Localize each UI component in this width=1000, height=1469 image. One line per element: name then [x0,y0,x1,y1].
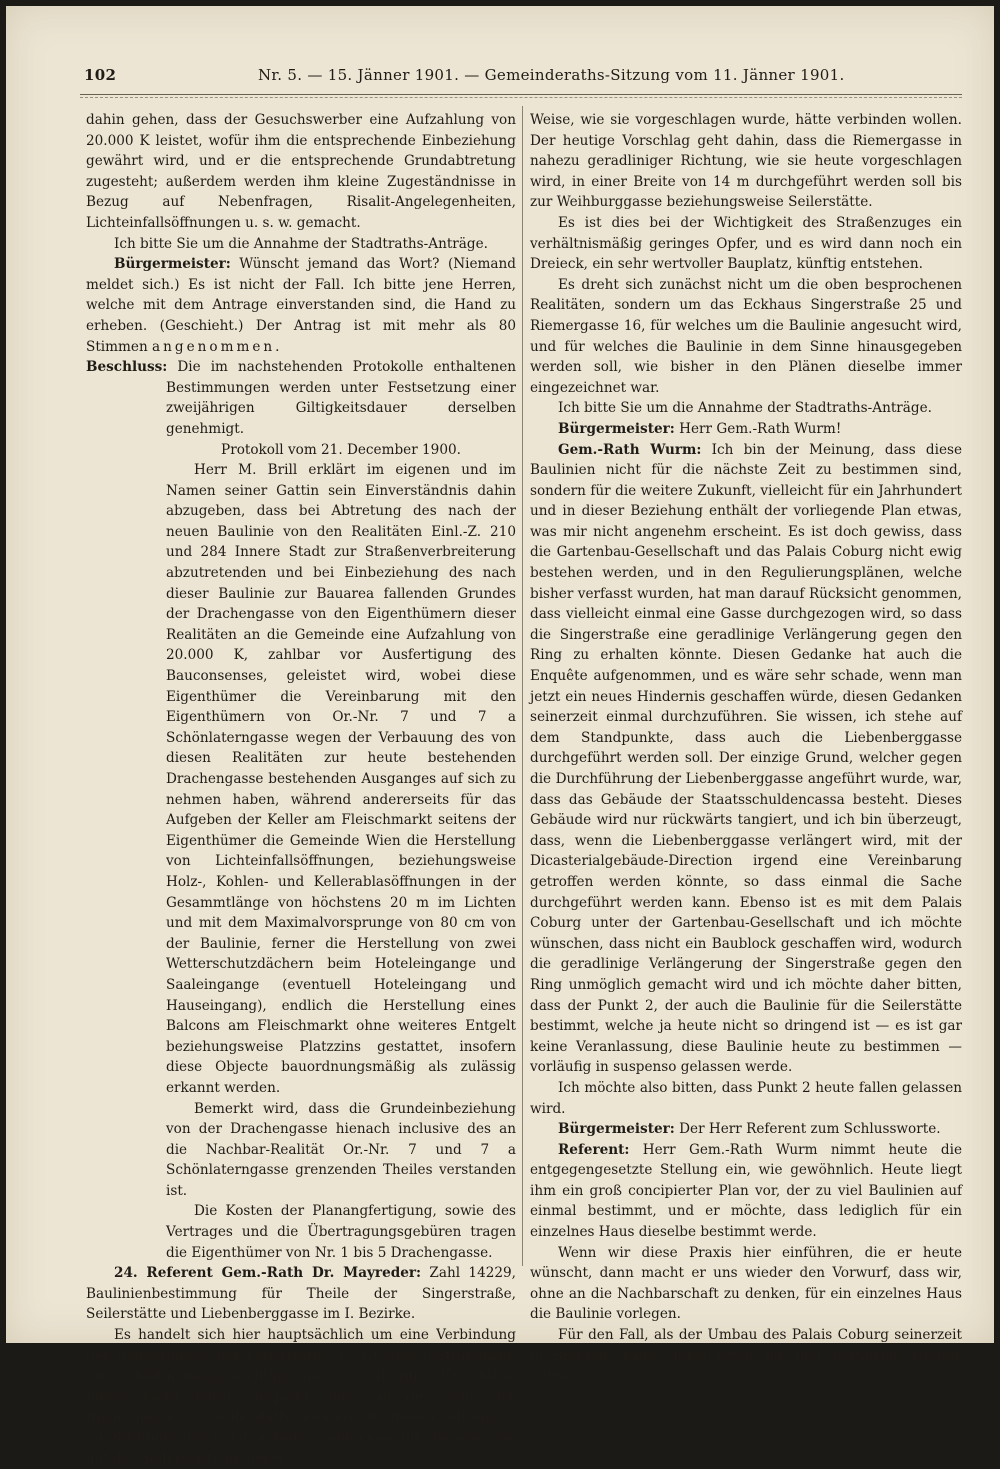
paragraph: Ich möchte also bitten, dass Punkt 2 heute fallen gelassen wird. [530,1079,962,1117]
left-column [86,110,516,1469]
paragraph: Weise, wie sie vorgeschlagen wurde, hätte verbinden wollen. Der heutige Vorschlag geht dahin, dass die Riemergasse in nahezu geradliniger Richtung, wie sie heute vorgeschlagen wird, in einer Breite von 14 m durchgeführt werden soll bis zur Weihburggasse beziehungsweise Seilerstätte. [530,112,962,211]
paragraph: Es ist dies bei der Wichtigkeit des Straßenzuges ein verhältnismäßig geringes Opfer, und es wird dann noch ein Dreieck, ein sehr wertvoller Bauplatz, künftig entstehen. [530,214,962,273]
speech-text: Wünscht jemand das Wort? (Niemand meldet sich.) Es ist nicht der Fall. Ich bitte jene Herren, welche mit dem Antrage einverstanden sind, die Hand zu erheben. (Geschieht.) Der Antrag ist mit mehr als 80 Stimmen [86,256,516,355]
speaker-label: Gem.-Rath Wurm: [558,441,702,458]
paragraph [86,254,516,357]
speaker-label: Referent: [558,1141,630,1158]
protocol-heading: Protokoll vom 21. December 1900. [221,441,461,458]
header-rule-dashed [80,97,962,98]
paragraph [530,1140,962,1243]
resolution-text: Die im nachstehenden Protokolle enthaltenen Bestimmungen werden unter Festsetzung einer zweijährigen Giltigkeitsdauer derselben genehmigt. [166,359,516,437]
agenda-item-text: Zahl 14229, Baulinienbestimmung für Theile der Singerstraße, Seilerstätte und Liebenberggasse im I. Bezirke. [86,1265,516,1323]
speaker-label: Bürgermeister: [558,1121,675,1138]
paragraph [530,440,962,1078]
speaker-label: Bürgermeister: [558,420,675,437]
paragraph: dahin gehen, dass der Gesuchswerber eine Aufzahlung von 20.000 K leistet, wofür ihm die entsprechende Einbeziehung gewährt wird, und er die entsprechende Grundabtretung zugesteht; außerdem werden ihm kleine Zugeständnisse in Bezug auf Nebenfragen, Risalit-Angelegenheiten, Lichteinfallsöffnungen u. s. w. gemacht. [86,112,516,231]
right-column [530,110,962,1387]
paragraph: Ich bitte Sie um die Annahme der Stadtraths-Anträge. [558,400,932,417]
paragraph: Wenn wir diese Praxis hier einführen, die er heute wünscht, dann macht er uns wieder den Vorwurf, dass wir, ohne an die Nachbarschaft zu denken, für ein einzelnes Haus die Baulinie vorlegen. [530,1244,962,1323]
resolution-label: Beschluss: [86,359,168,376]
paragraph: Es handelt sich hier hauptsächlich um eine Verbindung der Riemergasse und Seilerstätte. Es ist dieser Straßenzug ein verhältnismäßig wichtiger und die bisherigen Vorschläge haben meist daran gespießt, dass an der Ecke der Riemergasse und Seilerstätte mehrere Realitäten vollständig auf Straßengrund gefallen wären, wenn man die Riemergasse mit der Seilerstätte in dieser [86,1327,516,1467]
paragraph: Für den Fall, als der Umbau des Palais Coburg seinerzeit in Betracht käme, noch bevor die hier berührten Häuser allen- [530,1327,962,1385]
page-header [6,66,994,92]
speech-text: Der Herr Referent zum Schlussworte. [674,1121,941,1138]
paragraph [530,1119,962,1140]
running-title: Nr. 5. — 15. Jänner 1901. — Gemeinderaths-Sitzung vom 11. Jänner 1901. [258,66,845,84]
speech-text: Ich bin der Meinung, dass diese Baulinien nicht für die nächste Zeit zu bestimmen sind, sondern für die weitere Zukunft, vielleicht für ein Jahrhundert und in dieser Beziehung enthält der vorliegende Plan etwas, was mir nicht angenehm erscheint. Es ist doch gewiss, dass die Gartenbau-Gesellschaft und das Palais Coburg nicht ewig bestehen werden, und in den Regulierungsplänen, welche bisher verfasst wurden, hat man darauf Rücksicht genommen, dass vielleicht einmal eine Gasse durchgezogen wird, so dass die Singerstraße eine geradlinige Verlängerung gegen den Ring zu erhalten könnte. Diesen Gedanke hat auch die Enquête aufgenommen, und es wäre sehr schade, wenn man jetzt ein neues Hindernis geschaffen würde, diesen Gedanken seinerzeit einmal durchzuführen. Sie wissen, ich stehe auf dem Standpunkte, dass auch die Liebenberggasse durchgeführt werden soll. Der einzige Grund, welcher gegen die Durchführung der Liebenberggasse angeführt wurde, war, dass das Gebäude der Staatsschuldencassa besteht. Dieses Gebäude wird nur rückwärts tangiert, und ich bin überzeugt, dass, wenn die Liebenberggasse verlängert wird, mit der Dicasterialgebäude-Direction irgend eine Vereinbarung getroffen werden könnte, so dass einmal die Sache durchgeführt werden kann. Ebenso ist es mit dem Palais Coburg unter der Gartenbau-Gesellschaft und ich möchte wünschen, dass nicht ein Baublock geschaffen wird, wodurch die geradlinige Verlängerung der Singerstraße gegen den Ring unmöglich gemacht wird und ich möchte daher bitten, dass der Punkt 2, der auch die Baulinie für die Seilerstätte bestimmt, welche ja heute nicht so dringend ist — es ist gar keine Veranlassung, diese Baulinie heute zu bestimmen — vorläufig in suspenso gelassen werde. [530,441,963,1076]
paragraph [530,419,962,440]
resolution-paragraph [86,357,516,439]
paragraph: Es dreht sich zunächst nicht um die oben besprochenen Realitäten, sondern um das Eckhaus Singerstraße 25 und Riemergasse 16, für welches um die Baulinie angesucht wird, und für welches die Baulinie in dem Sinne hinausgegeben werden soll, wie bisher in den Plänen dieselbe immer eingezeichnet war. [530,276,962,396]
protocol-paragraph: Herr M. Brill erklärt im eigenen und im Namen seiner Gattin sein Einverständnis dahin abzugeben, dass bei Abtretung des nach der neuen Baulinie von den Realitäten Einl.-Z. 210 und 284 Innere Stadt zur Straßenverbreiterung abzutretenden und bei Einbeziehung des nach dieser Baulinie zur Bauarea fallenden Grundes der Drachengasse von den Eigenthümern dieser Realitäten an die Gemeinde eine Aufzahlung von 20.000 K, zahlbar vor Ausfertigung des Bauconsenses, geleistet wird, wobei diese Eigenthümer die Vereinbarung mit den Eigenthümern von Or.-Nr. 7 und 7 a Schönlaterngasse wegen der Verbauung des von diesen Realitäten zur heute bestehenden Drachengasse bestehenden Ausganges auf sich zu nehmen haben, während andererseits für das Aufgeben der Keller am Fleischmarkt seitens der Eigenthümer die Gemeinde Wien die Herstellung von Lichteinfallsöffnungen, beziehungsweise Holz-, Kohlen- und Kellerablasöffnungen in der Gesammtlänge von höchstens 20 m im Lichten und mit dem Maximalvorsprunge von 80 cm von der Baulinie, ferner die Herstellung von zwei Wetterschutzdächern beim Hoteleingange und Saaleingange (eventuell Hoteleingang und Hauseingang), endlich die Herstellung eines Balcons am Fleischmarkt ohne weiteres Entgelt beziehungsweise Platzzins gestattet, insofern diese Objecte bauordnungsmäßig als zulässig erkannt werden. [166,462,516,1096]
agenda-item-heading: 24. Referent Gem.-Rath Dr. Mayreder: [114,1265,422,1282]
agenda-item [86,1263,516,1325]
paragraph: Ich bitte Sie um die Annahme der Stadtraths-Anträge. [114,235,488,252]
speaker-label: Bürgermeister: [114,256,231,273]
column-divider [522,106,523,1266]
spaced-text: angenommen. [152,338,283,355]
newspaper-page [6,6,994,1467]
protocol-paragraph: Die Kosten der Planangfertigung, sowie des Vertrages und die Übertragungsgebüren tragen die Eigenthümer von Nr. 1 bis 5 Drachengasse. [166,1203,516,1261]
speech-text: Herr Gem.-Rath Wurm nimmt heute die entgegengesetzte Stellung ein, wie gewöhnlich. Heute liegt ihm ein groß concipierter Plan vor, der zu viel Baulinien auf einmal bestimmt, und er möchte, dass lediglich für ein einzelnes Haus dieselbe bestimmt werde. [530,1141,962,1241]
speech-text: Herr Gem.-Rath Wurm! [674,420,842,437]
protocol-paragraph: Bemerkt wird, dass die Grundeinbeziehung von der Drachengasse hienach inclusive des an die Nachbar-Realität Or.-Nr. 7 und 7 a Schönlaterngasse grenzenden Theiles verstanden ist. [166,1100,516,1199]
header-rule [80,94,962,95]
page-number: 102 [84,66,117,84]
